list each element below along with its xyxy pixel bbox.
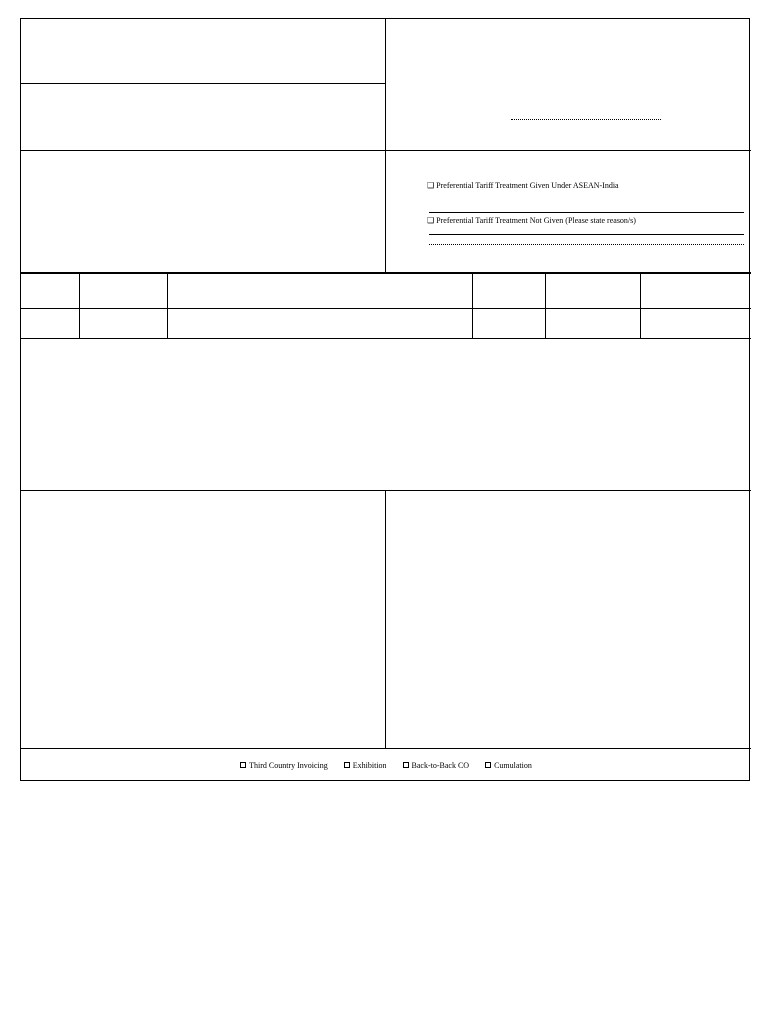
treatment-given-checkbox-icon[interactable]: ❑	[427, 181, 435, 190]
middle-vertical-divider	[385, 150, 386, 273]
official-use-rule-1	[429, 212, 744, 213]
invoice-number-header	[641, 274, 751, 308]
marks-numbers-header	[80, 274, 167, 308]
treatment-not-given-checkbox-icon[interactable]: ❑	[427, 216, 435, 225]
issuing-country-dotted-line	[511, 119, 661, 120]
footer-options-row	[21, 749, 751, 781]
checkbox-icon[interactable]	[403, 762, 409, 768]
back-to-back-co-option[interactable]	[403, 761, 470, 770]
goods-description-header	[168, 274, 472, 308]
checkbox-icon[interactable]	[485, 762, 491, 768]
third-country-invoicing-option[interactable]	[240, 761, 328, 770]
consignee-field[interactable]	[21, 84, 385, 150]
treatment-given-label: Preferential Tariff Treatment Given Under ASEAN-India	[436, 181, 619, 190]
table-row-item-number[interactable]	[21, 309, 79, 338]
treatment-not-given-label: Preferential Tariff Treatment Not Given (Please state reason/s)	[436, 216, 636, 225]
treatment-not-given-option[interactable]	[427, 216, 636, 225]
table-row-invoice-number[interactable]	[641, 309, 751, 338]
treatment-given-option[interactable]	[427, 181, 619, 190]
official-use-rule-2	[429, 234, 744, 235]
cumulation-label: Cumulation	[494, 760, 532, 770]
third-country-invoicing-label: Third Country Invoicing	[249, 760, 328, 770]
exhibition-label: Exhibition	[352, 760, 387, 770]
reason-dotted-line	[429, 244, 744, 245]
gross-weight-header	[546, 274, 640, 308]
cumulation-option[interactable]	[485, 761, 532, 770]
reference-number-field[interactable]	[386, 19, 750, 150]
exhibition-option[interactable]	[344, 761, 387, 770]
origin-criterion-header	[473, 274, 545, 308]
exporter-declaration-field[interactable]	[21, 491, 385, 749]
table-row-goods-description[interactable]	[168, 309, 472, 338]
transport-details-field[interactable]	[21, 151, 385, 273]
checkbox-icon[interactable]	[240, 762, 246, 768]
certificate-of-origin-form	[20, 18, 750, 781]
table-row-gross-weight[interactable]	[546, 309, 640, 338]
item-number-header	[21, 274, 79, 308]
checkbox-icon[interactable]	[344, 762, 350, 768]
exporter-field[interactable]	[21, 19, 385, 83]
certification-field[interactable]	[386, 491, 750, 749]
table-row-marks-numbers[interactable]	[80, 309, 167, 338]
table-row-origin-criterion[interactable]	[473, 309, 545, 338]
back-to-back-co-label: Back-to-Back CO	[411, 760, 470, 770]
additional-info-area[interactable]	[21, 339, 751, 490]
